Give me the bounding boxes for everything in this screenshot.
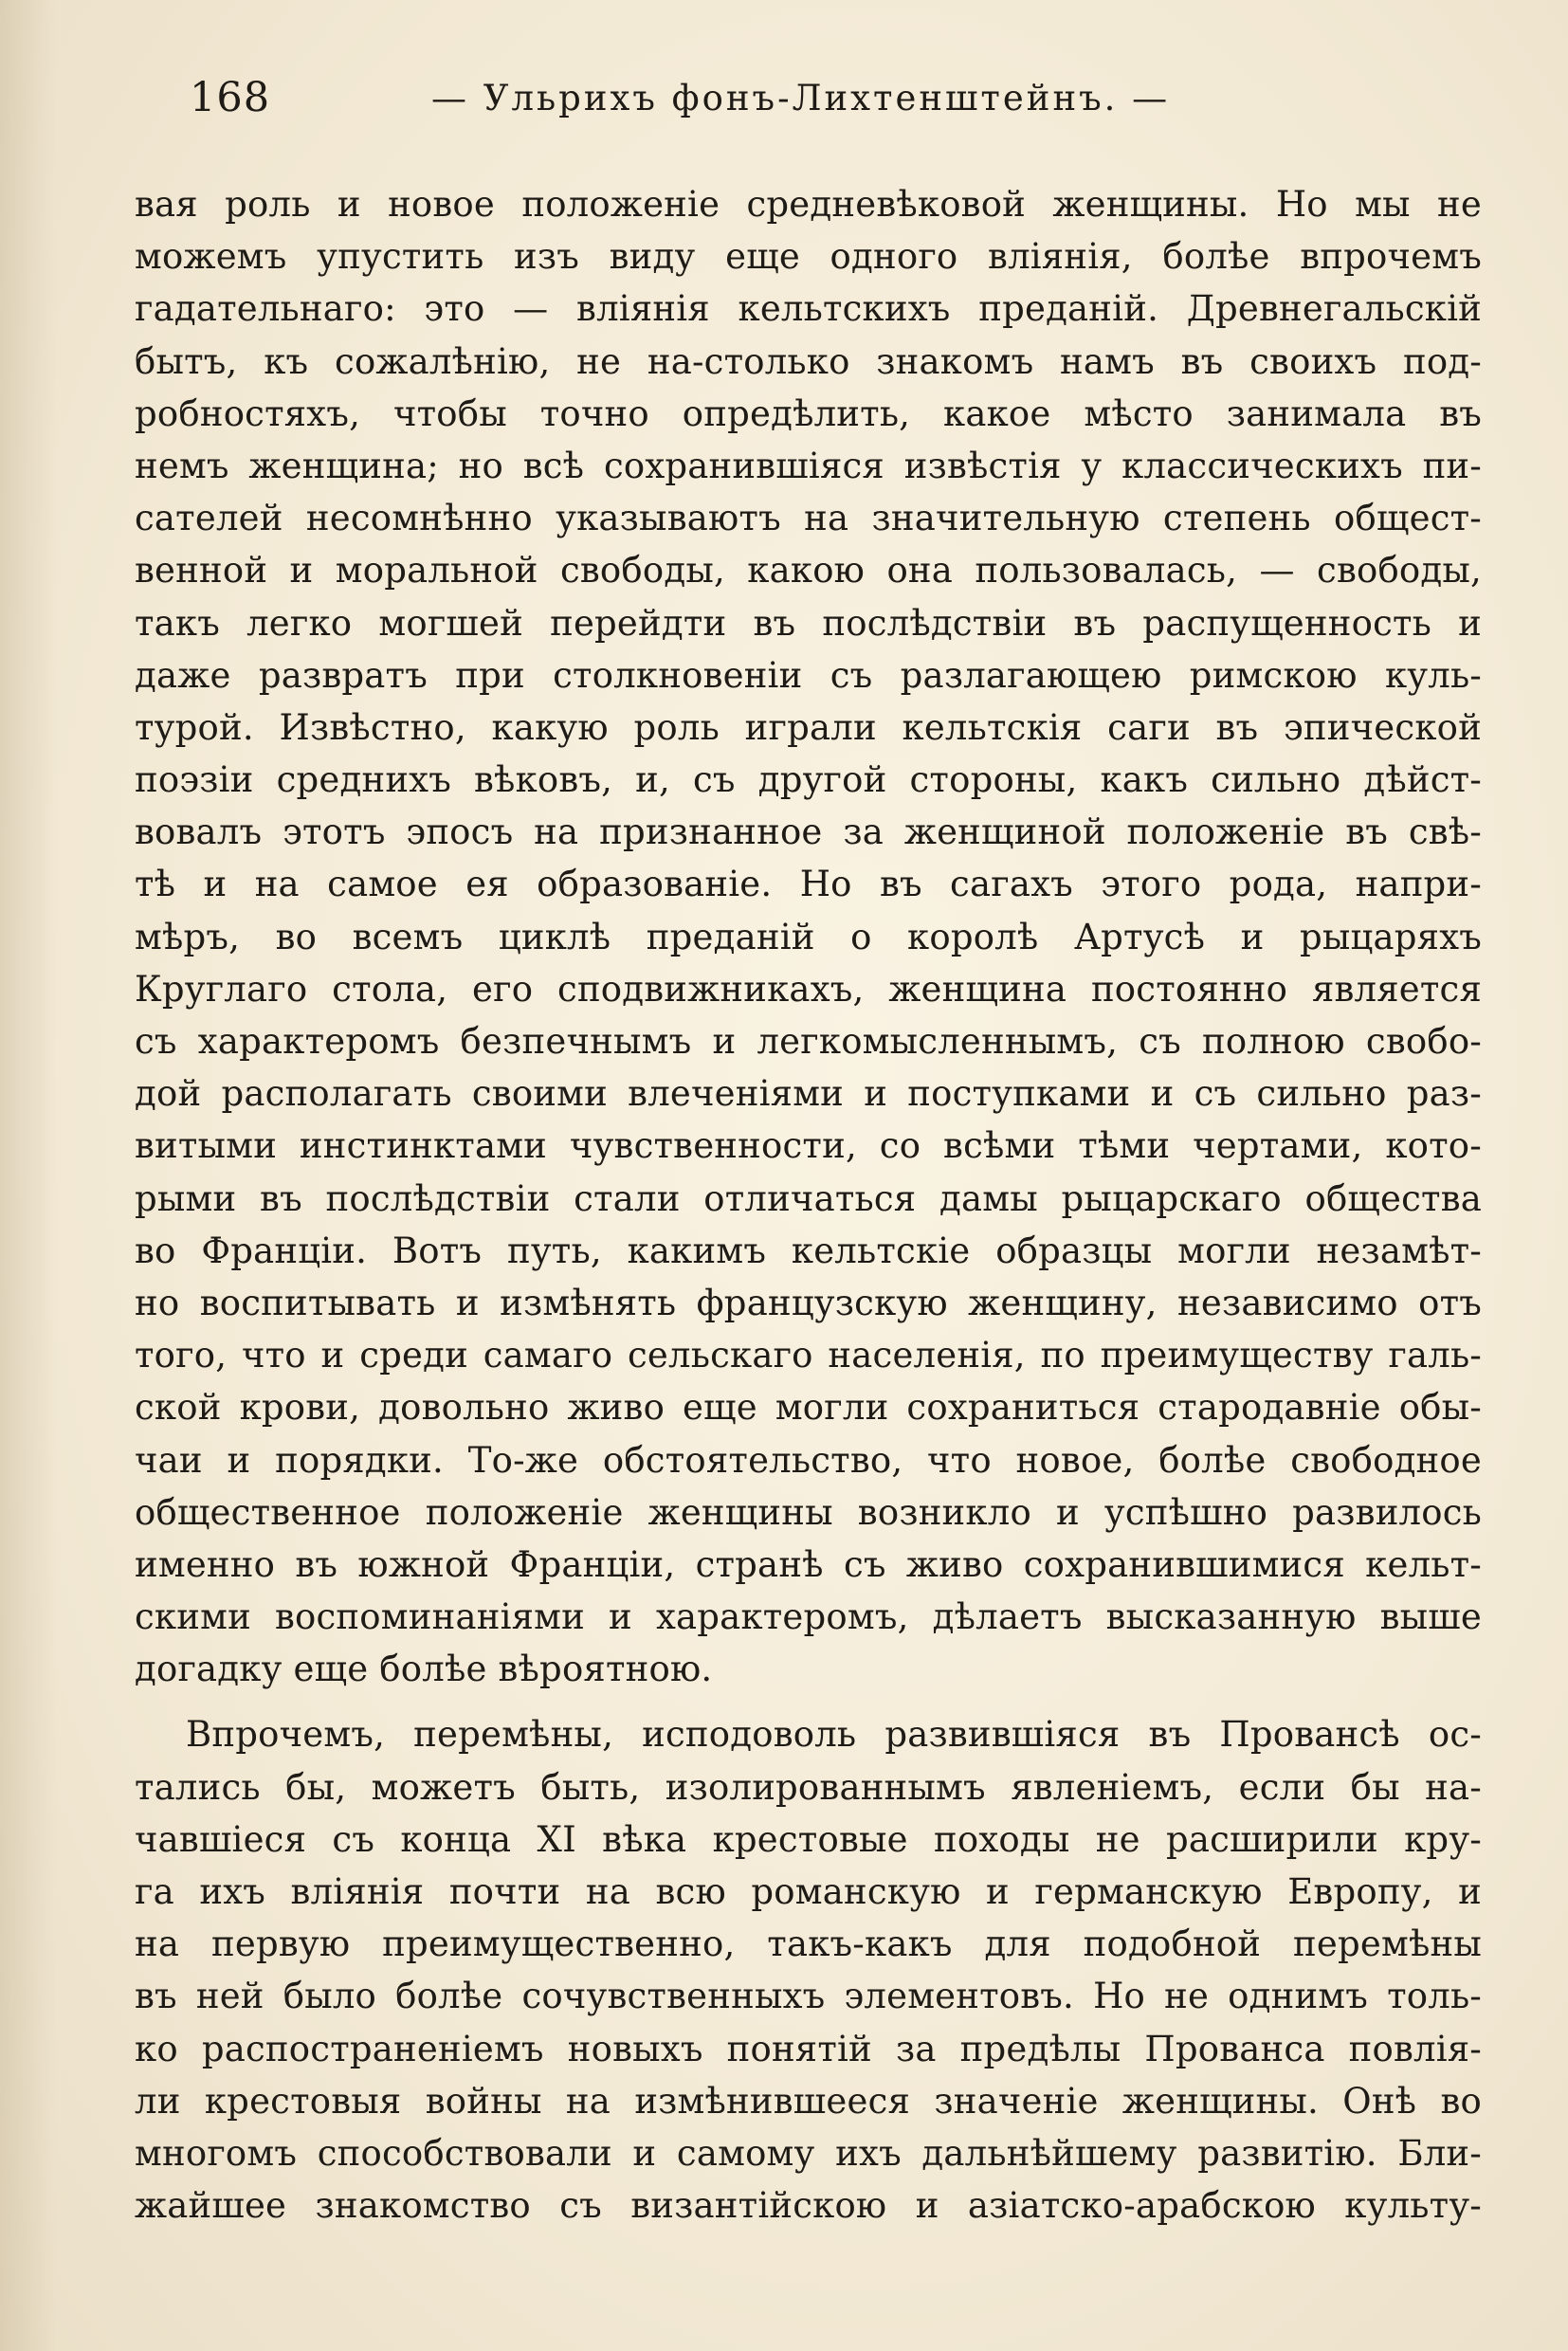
text-line: догадку еще болѣе вѣроятною.	[135, 1649, 713, 1690]
text-line: турой. Извѣстно, какую роль играли кельтскія саги въ эпической	[135, 706, 1482, 748]
text-line: именно въ южной Франціи, странѣ съ живо сохранившимися кельт-	[135, 1543, 1482, 1585]
text-line: чаи и порядки. То-же обстоятельство, что новое, болѣе свободное	[135, 1439, 1482, 1481]
running-title: — Ульрихъ фонъ-Лихтенштейнъ. —	[431, 78, 1171, 118]
text-line: ко распостраненіемъ новыхъ понятій за предѣлы Прованса повлія-	[135, 2028, 1482, 2069]
body-text	[135, 178, 1482, 2232]
text-line: венной и моральной свободы, какою она пользовалась, — свободы,	[135, 550, 1482, 592]
paragraph-gap	[135, 1695, 1482, 1708]
text-line: такъ легко могшей перейдти въ послѣдствіи въ распущенность и	[135, 602, 1482, 644]
text-line: сателей несомнѣнно указываютъ на значительную степень общест-	[135, 498, 1482, 539]
text-line: въ ней было болѣе сочувственныхъ элементовъ. Но не однимъ толь-	[135, 1976, 1482, 2017]
text-line: того, что и среди самаго сельскаго населенія, по преимуществу галь-	[135, 1335, 1482, 1376]
text-line: общественное положеніе женщины возникло и успѣшно развилось	[135, 1491, 1482, 1533]
binding-shadow	[0, 0, 57, 2351]
text-line: Впрочемъ, перемѣны, исподоволь развившіяся въ Провансѣ ос-	[186, 1714, 1482, 1756]
text-line: скими воспоминаніями и характеромъ, дѣлаетъ высказанную выше	[135, 1596, 1482, 1638]
text-line: тѣ и на самое ея образованіе. Но въ сагахъ этого рода, напри-	[135, 864, 1482, 905]
text-line: поэзіи среднихъ вѣковъ, и, съ другой стороны, какъ сильно дѣйст-	[135, 759, 1482, 801]
text-line: тались бы, можетъ быть, изолированнымъ явленіемъ, если бы на-	[135, 1766, 1482, 1808]
text-line: ской крови, довольно живо еще могли сохраниться стародавніе обы-	[135, 1387, 1482, 1429]
text-line: рыми въ послѣдствіи стали отличаться дамы рыцарскаго общества	[135, 1177, 1482, 1219]
page-header	[190, 74, 1261, 131]
text-line: многомъ способствовали и самому ихъ дальнѣйшему развитію. Бли-	[135, 2132, 1482, 2174]
text-line: даже развратъ при столкновеніи съ разлагающею римскою куль-	[135, 654, 1482, 696]
text-line: во Франціи. Вотъ путь, какимъ кельтскіе образцы могли незамѣт-	[135, 1230, 1482, 1271]
text-line: съ характеромъ безпечнымъ и легкомысленнымъ, съ полною свобо-	[135, 1021, 1482, 1062]
paragraph-1	[135, 178, 1482, 1695]
text-line: витыми инстинктами чувственности, со всѣми тѣми чертами, кото-	[135, 1125, 1482, 1167]
text-line: можемъ упустить изъ виду еще одного вліянія, болѣе впрочемъ	[135, 236, 1482, 278]
text-line: гадательнаго: это — вліянія кельтскихъ преданій. Древнегальскій	[135, 288, 1482, 330]
text-line: жайшее знакомство съ византійскою и азіатско-арабскою культу-	[135, 2185, 1482, 2227]
text-line: дой располагать своими влеченіями и поступками и съ сильно раз-	[135, 1073, 1482, 1115]
text-line: га ихъ вліянія почти на всю романскую и германскую Европу, и	[135, 1871, 1482, 1912]
text-line: чавшіеся съ конца XI вѣка крестовые походы не расширили кру-	[135, 1818, 1482, 1860]
text-line: на первую преимущественно, такъ-какъ для подобной перемѣны	[135, 1923, 1482, 1965]
text-line: вовалъ этотъ эпосъ на признанное за женщиной положеніе въ свѣ-	[135, 811, 1482, 853]
text-line: Круглаго стола, его сподвижникахъ, женщина постоянно является	[135, 968, 1482, 1010]
text-line: мѣръ, во всемъ циклѣ преданій о королѣ Артусѣ и рыцаряхъ	[135, 916, 1482, 957]
text-line: бытъ, къ сожалѣнію, не на-столько знакомъ намъ въ своихъ под-	[135, 340, 1482, 382]
text-line: немъ женщина; но всѣ сохранившіяся извѣстія у классическихъ пи-	[135, 445, 1482, 486]
text-line: робностяхъ, чтобы точно опредѣлить, какое мѣсто занимала въ	[135, 392, 1482, 434]
text-line: вая роль и новое положеніе средневѣковой женщины. Но мы не	[135, 184, 1482, 225]
page-number: 168	[190, 74, 271, 121]
text-line: ли крестовыя войны на измѣнившееся значеніе женщины. Онѣ во	[135, 2080, 1482, 2122]
paragraph-2	[135, 1708, 1482, 2232]
text-line: но воспитывать и измѣнять французскую женщину, независимо отъ	[135, 1282, 1482, 1323]
